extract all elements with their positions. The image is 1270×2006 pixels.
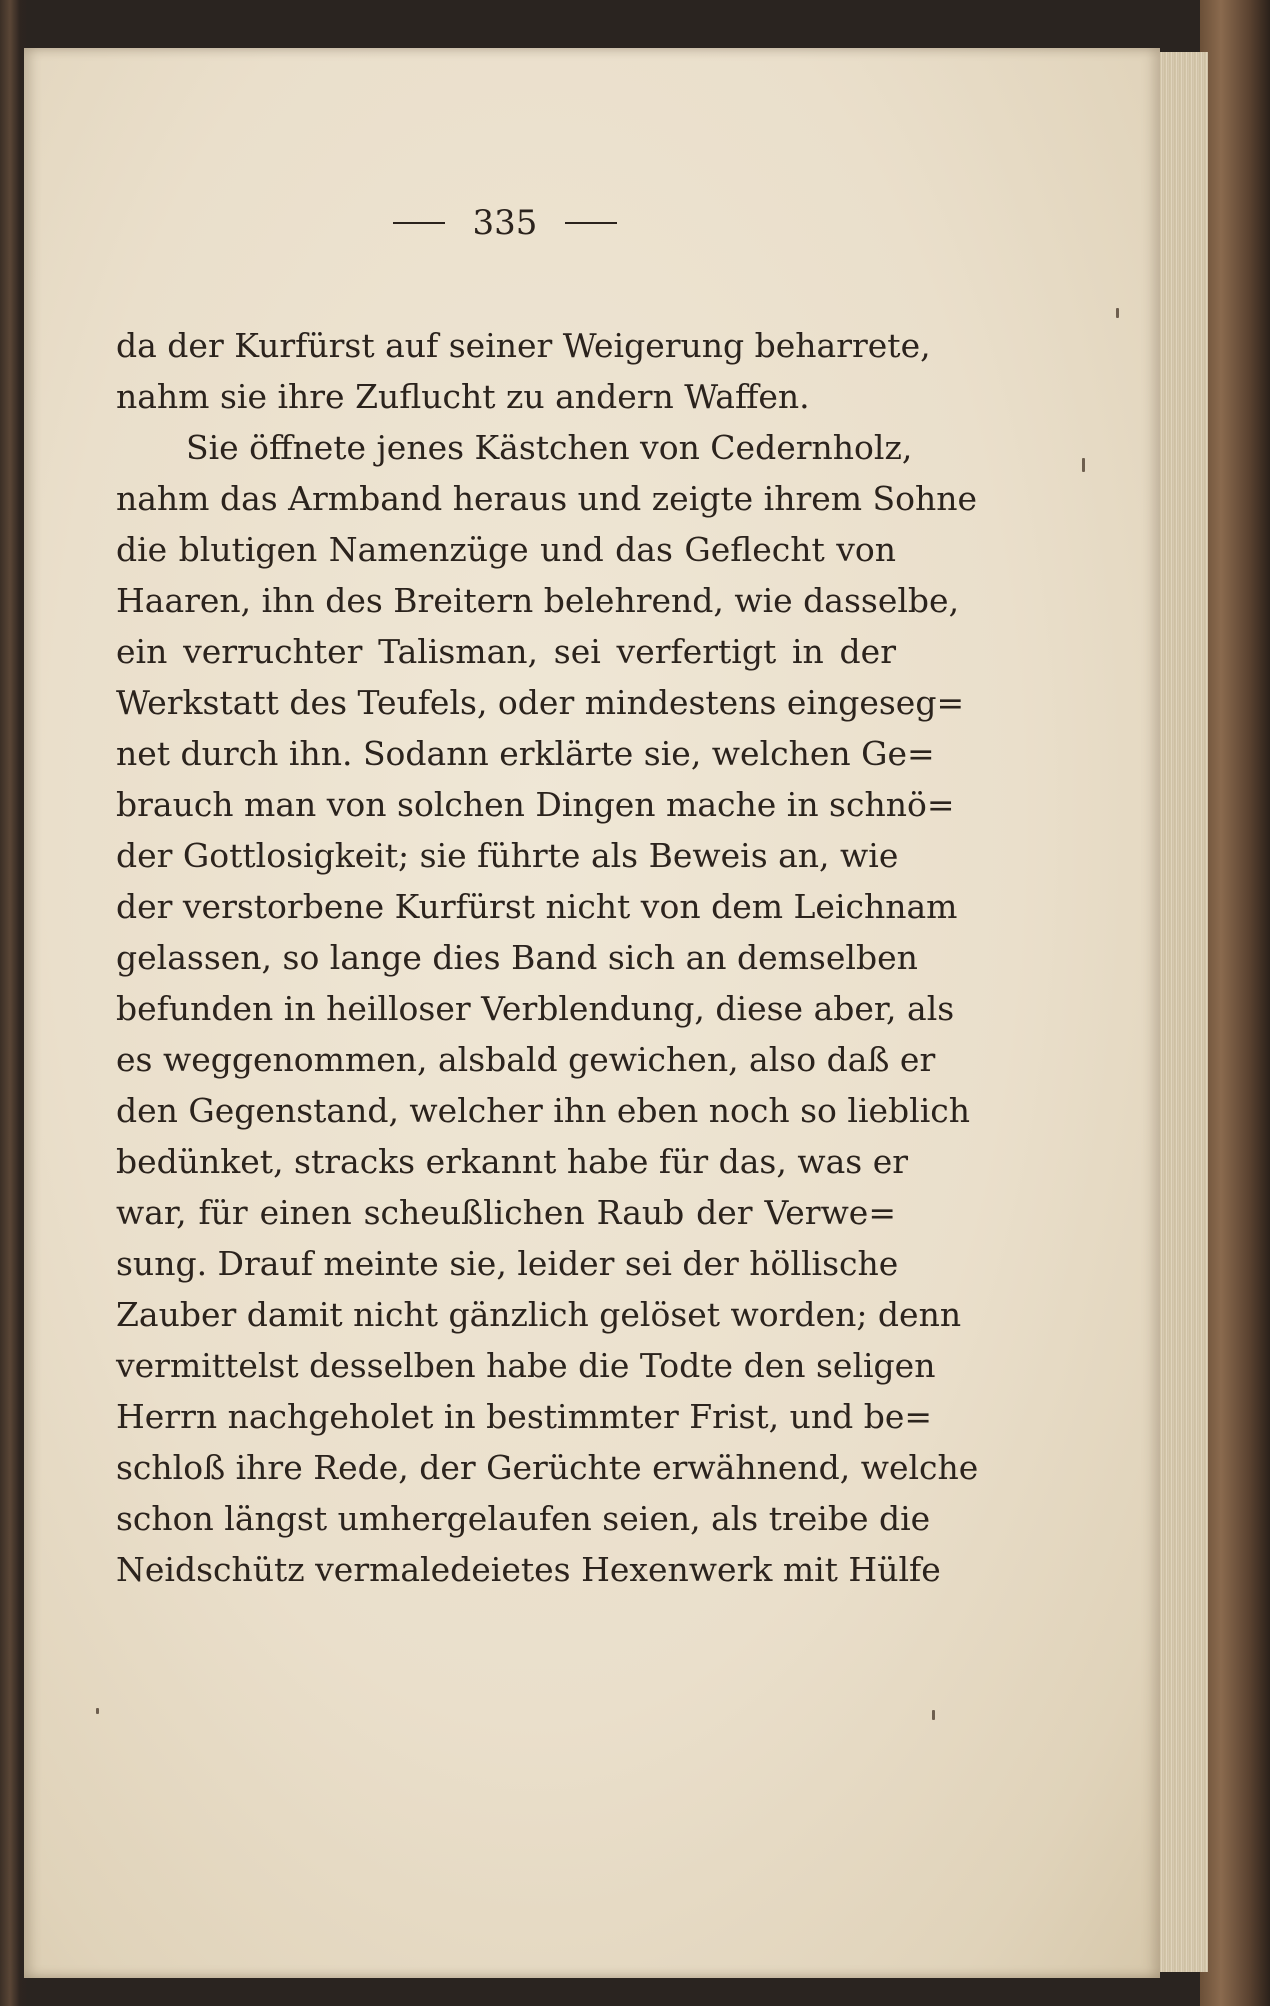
text-line: nahm sie ihre Zuflucht zu andern Waffen. bbox=[116, 377, 810, 416]
text-line: bedünket, stracks erkannt habe für das, was er bbox=[116, 1142, 908, 1181]
text-line: den Gegenstand, welcher ihn eben noch so lieblich bbox=[116, 1091, 971, 1130]
text-line: schloß ihre Rede, der Gerüchte erwähnend, welche bbox=[116, 1448, 979, 1487]
text-line: Zauber damit nicht gänzlich gelöset worden; denn bbox=[116, 1295, 962, 1334]
text-line: vermittelst desselben habe die Todte den seligen bbox=[116, 1346, 936, 1385]
body-text bbox=[116, 320, 979, 1595]
text-line: schon längst umhergelaufen seien, als treibe die bbox=[116, 1499, 931, 1538]
paper-speck bbox=[1116, 308, 1119, 318]
text-line: es weggenommen, alsbald gewichen, also daß er bbox=[116, 1040, 936, 1079]
text-line: nahm das Armband heraus und zeigte ihrem Sohne bbox=[116, 479, 978, 518]
text-line: Werkstatt des Teufels, oder mindestens eingeseg= bbox=[116, 683, 965, 722]
text-line: brauch man von solchen Dingen mache in schnö= bbox=[116, 785, 955, 824]
header-dash-left bbox=[393, 222, 445, 224]
page-number: 335 bbox=[472, 203, 538, 243]
text-line: net durch ihn. Sodann erklärte sie, welchen Ge= bbox=[116, 734, 935, 773]
text-line: da der Kurfürst auf seiner Weigerung beharrete, bbox=[116, 326, 931, 365]
text-line: Herrn nachgeholet in bestimmter Frist, und be= bbox=[116, 1397, 933, 1436]
page-header bbox=[370, 198, 640, 248]
text-line: Sie öffnete jenes Kästchen von Cedernholz, bbox=[186, 428, 913, 467]
text-line: befunden in heilloser Verblendung, diese aber, als bbox=[116, 989, 955, 1028]
paper-speck bbox=[932, 1710, 935, 1720]
text-line: sung. Drauf meinte sie, leider sei der höllische bbox=[116, 1244, 899, 1283]
book-cover-edge bbox=[1200, 0, 1270, 2006]
paper-speck bbox=[96, 1708, 99, 1714]
text-line: Haaren, ihn des Breitern belehrend, wie dasselbe, bbox=[116, 581, 960, 620]
text-line: die blutigen Namenzüge und das Geflecht von bbox=[116, 530, 896, 569]
text-line: Neidschütz vermaledeietes Hexenwerk mit Hülfe bbox=[116, 1550, 941, 1589]
paper-speck bbox=[1082, 458, 1085, 472]
page-edges bbox=[1158, 52, 1208, 1972]
text-line: der verstorbene Kurfürst nicht von dem Leichnam bbox=[116, 887, 958, 926]
text-line: gelassen, so lange dies Band sich an demselben bbox=[116, 938, 918, 977]
text-line: der Gottlosigkeit; sie führte als Beweis an, wie bbox=[116, 836, 899, 875]
text-line: war, für einen scheußlichen Raub der Verwe= bbox=[116, 1193, 896, 1232]
text-line: ein verruchter Talisman, sei verfertigt in der bbox=[116, 632, 896, 671]
header-dash-right bbox=[565, 222, 617, 224]
